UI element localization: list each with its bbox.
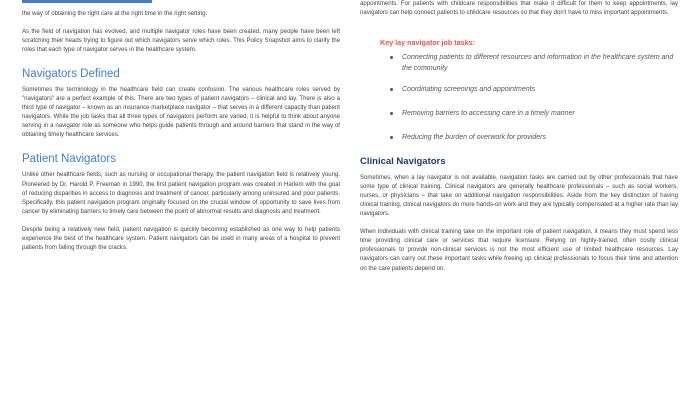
patient-navigators-paragraph: Unlike other healthcare fields, such as nursing or occupational therapy, the patient navigation field is relatively young. Pioneered by Dr. Harold P. Freeman in 1990, the first patient navigation program was created in Harlem with the goal of reducing disparities in access to diagnosis and treatment of cancer, particularly among uninsured and poor patients. Specifically, this patient navigation program originally focused on the crucial window of opportunity to save lives from cancer by eliminating barriers to timely care between the point of abnormal results and diagnosis and treatment. [22, 172, 340, 215]
list-item [360, 52, 678, 74]
bullet-icon [390, 88, 393, 91]
list-item [360, 84, 678, 95]
job-tasks-list [360, 52, 678, 143]
list-item [360, 108, 678, 119]
bullet-icon [390, 56, 393, 59]
bullet-icon [390, 136, 393, 139]
right-column [360, 0, 678, 274]
bullet-icon [390, 112, 393, 115]
clinical-navigators-paragraph: Sometimes, when a lay navigator is not available, navigation tasks are carried out by other professionals that have some type of clinical training. Clinical navigators are generally healthcare professionals – such as social workers, nurses, or physicians – that take on additional navigation responsibilities. Aside from the key distinction of having clinical training, clinical navigators do more hands-on work and they are typically compensated at a higher rate than lay navigators. [360, 175, 678, 218]
task-text: Removing barriers to accessing care in a timely manner [402, 110, 575, 118]
left-column [22, 0, 340, 253]
task-text: Reducing the burden of overwork for providers [402, 134, 546, 142]
intro-tail-text: the way of obtaining the right care at the right time in the right setting. [22, 11, 208, 17]
list-item [360, 132, 678, 143]
job-tasks-box [360, 38, 678, 143]
clinical-navigators-heading: Clinical Navigators [360, 156, 446, 168]
new-field-paragraph: Despite being a relatively new field, patient navigation is quickly becoming established as one way to help patients experience the best of the healthcare system. Patient navigators can be used in many areas of a hospital to prevent patients from falling through the cracks. [22, 226, 340, 251]
navigators-defined-paragraph: Sometimes the terminology in the healthcare field can create confusion. The various healthcare roles served by "navigators" are a perfect example of this. There are two types of patient navigators – clinical and lay. There is also a third type of navigator – known as an insurance marketplace navigator – that serves in a different capacity than patient navigators. While the job tasks that all three types of navigators perform are varied, it is helpful to think about anyone serving in a navigator role as someone who helps guide patients through and around barriers that stand in the way of obtaining timely healthcare services. [22, 87, 340, 139]
task-text: Connecting patients to different resources and information in the healthcare system and the community [402, 54, 674, 73]
patient-navigators-heading: Patient Navigators [22, 153, 116, 166]
header-accent-bar [22, 0, 152, 3]
navigators-defined-heading: Navigators Defined [22, 68, 120, 81]
clinical-training-paragraph: When individuals with clinical training take on the important role of patient navigation, it means they must spend less time providing clinical care or services that require licensure. Relying on highly-trained, often costly clinical professionals to provide non-clinical services is not the most efficient use of limited healthcare resources. Lay navigators can carry out these important tasks while freeing up clinical professionals to focus their time and attention on the care patients depend on. [360, 229, 678, 272]
task-text: Coordinating screenings and appointments [402, 86, 536, 94]
childcare-paragraph: appointments. For patients with childcare responsibilities that make it difficult for them to keep appointments, lay navigators can help connect patients to childcare resources so that they don't have to miss important appointments. [360, 1, 678, 17]
evolution-paragraph: As the field of navigation has evolved, and multiple navigator roles have been created, many people have been left scratching their heads trying to figure out which navigators serve which roles. This Policy Snapshot aims to clarify the roles that each type of navigator serves in the healthcare system. [22, 29, 340, 54]
job-tasks-title: Key lay navigator job tasks: [380, 38, 476, 48]
